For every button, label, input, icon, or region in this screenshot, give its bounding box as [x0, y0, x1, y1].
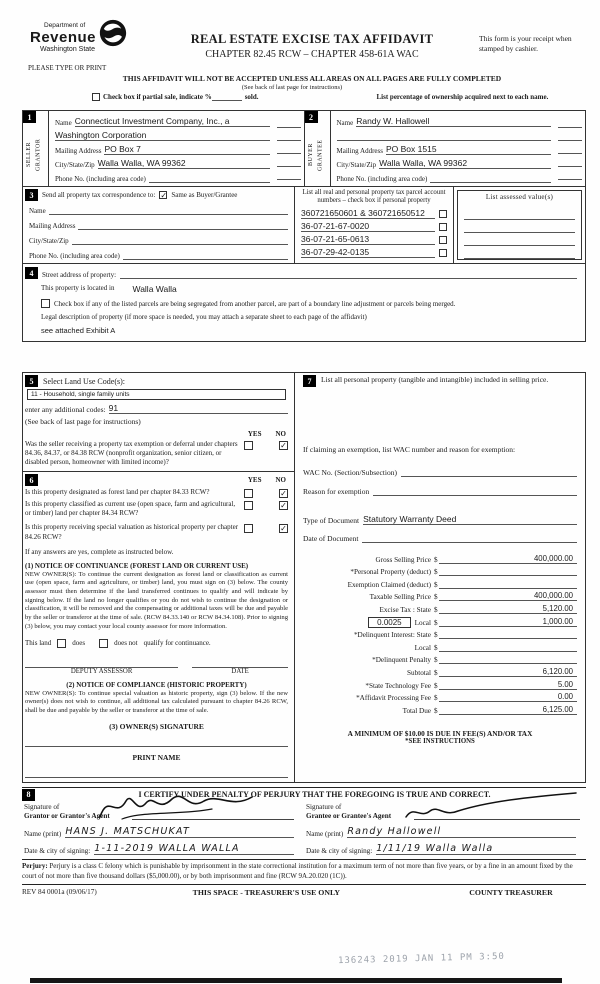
document-type-label: Type of Document [303, 516, 360, 525]
deputy-assessor-label: DEPUTY ASSESSOR [70, 667, 133, 675]
buyer-name-field-line2[interactable] [337, 140, 552, 141]
does-label: does [72, 639, 86, 648]
grantee-date-city-field[interactable]: 1/11/19 Walla Walla [376, 843, 576, 855]
table-row [303, 639, 577, 652]
section-8-number: 8 [22, 789, 35, 801]
grantor-sig-label2: Grantor or Grantor's Agent [24, 812, 110, 821]
seller-mailing-label: Mailing Address [55, 147, 102, 155]
exemption-yes-checkbox[interactable] [244, 441, 253, 450]
seller-name-field-line2[interactable]: Washington Corporation [55, 130, 270, 141]
partial-sale-checkbox[interactable] [92, 93, 100, 101]
section-7-number: 7 [303, 375, 316, 387]
corr-name-label: Name [29, 207, 46, 215]
table-row [303, 627, 577, 640]
classification-section [22, 472, 294, 782]
table-row [301, 206, 447, 219]
deputy-date-field[interactable] [192, 658, 288, 668]
dor-logo-line3: Washington State [40, 46, 95, 53]
assessed-values-section [457, 190, 582, 260]
buyer-city-field[interactable]: Walla Walla, WA 99362 [379, 158, 551, 169]
seller-city-field[interactable]: Walla Walla, WA 99362 [98, 158, 270, 169]
additional-codes-field[interactable]: 91 [109, 403, 288, 414]
table-row [303, 589, 577, 602]
parcel-personal-checkbox[interactable] [439, 223, 447, 231]
perjury-notice [22, 859, 586, 885]
tax-correspondence-section [23, 187, 295, 263]
forest-yes-checkbox[interactable] [244, 489, 253, 498]
money-label: Taxable Selling Price [369, 593, 431, 602]
certification-section [22, 787, 586, 856]
forest-land-question: Is this property designated as forest land per chapter 84.33 RCW? [25, 488, 210, 497]
wac-number-field[interactable] [401, 476, 577, 477]
table-row [303, 690, 577, 703]
money-label: Local [414, 643, 431, 652]
located-in-label: This property is located in [41, 284, 115, 292]
form-footer [22, 888, 586, 897]
table-row [303, 601, 577, 614]
property-location-section [22, 264, 586, 342]
owners-signature-label: (3) OWNER(S) SIGNATURE [109, 721, 204, 731]
money-label: Gross Selling Price [375, 555, 431, 564]
seller-mailing-field[interactable]: PO Box 7 [104, 144, 269, 155]
corr-mailing-field[interactable] [78, 229, 288, 230]
form-header [22, 22, 586, 110]
money-label: Exemption Claimed (deduct) [347, 580, 431, 589]
exemption-claim-label: If claiming an exemption, list WAC number and reason for exemption: [303, 445, 516, 454]
local-rate-box[interactable]: 0.0025 [368, 617, 410, 628]
dor-logo-line1: Department of [44, 22, 86, 29]
parcel-list-header: List all real and personal property tax parcel account numbers – check box if personal property [302, 189, 446, 205]
dollar-sign: $ [434, 618, 438, 627]
document-date-label: Date of Document [303, 534, 359, 543]
affidavit-processing-fee-field[interactable]: 0.00 [439, 692, 577, 702]
buyer-ownership-percent-column [555, 111, 585, 186]
money-label: *Personal Property (deduct) [350, 568, 431, 577]
assessed-value-field[interactable] [464, 233, 575, 246]
table-row [301, 232, 447, 245]
seller-phone-label: Phone No. (including area code) [55, 175, 146, 183]
buyer-name-label: Name [336, 119, 354, 127]
grantee-print-name-field[interactable]: Randy Hallowell [347, 826, 576, 838]
section-3-number: 3 [25, 189, 38, 201]
buyer-mailing-field[interactable]: PO Box 1515 [386, 144, 551, 155]
historic-question: Is this property receiving special valuation as historical property per chapter 84.26 RCW? [25, 523, 239, 541]
personal-property-section [294, 372, 586, 783]
parcel-personal-checkbox[interactable] [439, 249, 447, 257]
no-header: NO [275, 430, 286, 438]
dollar-sign: $ [434, 694, 438, 703]
print-name-label: PRINT NAME [132, 752, 181, 762]
dollar-sign: $ [434, 593, 438, 602]
taxable-selling-price-field[interactable]: 400,000.00 [439, 591, 577, 601]
money-label: *State Technology Fee [365, 681, 431, 690]
segregated-label: Check box if any of the listed parcels are being segregated from another parcel, are part of a boundary line adjustment or parcels being merged. [54, 299, 456, 308]
seller-section [23, 111, 305, 186]
assessed-value-field[interactable] [464, 220, 575, 233]
does-not-label: does not [114, 639, 138, 648]
perjury-text: Perjury is a class C felony which is punishable by imprisonment in the state correctional institution for a maximum term of not more than five years, or by a fine in an amount fixed by the court of not more than five thousand dollars ($5,000.00), or by both imprisonment and fine (RCW 9A.20.020 (1C)). [22, 862, 573, 880]
same-as-buyer-label: Same as Buyer/Grantee [171, 191, 238, 199]
partial-sale-label: Check box if partial sale, indicate % [103, 93, 212, 101]
grantor-print-label: Name (print) [24, 830, 62, 839]
dollar-sign: $ [434, 555, 438, 564]
perjury-bold: Perjury: [22, 862, 48, 871]
section-5-number: 5 [25, 375, 38, 387]
buyer-percent-field[interactable] [558, 141, 582, 154]
grantor-sig-label1: Signature of [24, 802, 60, 811]
seller-percent-field[interactable] [277, 167, 301, 180]
total-due-field[interactable]: 6,125.00 [439, 705, 577, 715]
treasurer-space-label: THIS SPACE - TREASURER'S USE ONLY [192, 888, 341, 898]
send-correspondence-label: Send all property tax correspondence to: [42, 191, 156, 199]
owner-signature-field[interactable] [25, 735, 288, 747]
seller-phone-field[interactable] [149, 182, 270, 183]
if-yes-note: If any answers are yes, complete as instructed below. [25, 547, 174, 556]
current-use-question: Is this property classified as current use (open space, farm and agricultural, or timber) land per chapter 84.34 RCW? [25, 500, 236, 518]
minimum-fee-note: A MINIMUM OF $10.00 IS DUE IN FEE(S) AND/OR TAX [347, 728, 533, 738]
parcel-number-field[interactable]: 36-07-21-65-0613 [301, 234, 435, 245]
parcel-numbers-section [295, 187, 454, 263]
table-row [303, 576, 577, 589]
state-technology-fee-field[interactable]: 5.00 [439, 680, 577, 690]
grantor-signature-block [22, 803, 304, 856]
located-in-value[interactable]: Walla Walla [132, 284, 177, 294]
grantor-print-name-field[interactable]: HANS J. MATSCHUKAT [65, 826, 294, 838]
wac-number-label: WAC No. (Section/Subsection) [303, 468, 397, 477]
assessed-values-header: List assessed value(s) [485, 193, 554, 201]
street-address-field[interactable] [120, 278, 577, 279]
exemption-question: Was the seller receiving a property tax exemption or deferral under chapters 84.36, 84.37, or 84.38 RCW (nonprofit organization, senior citizen, or disabled person, homeowner with limited income)? [25, 440, 238, 467]
county-treasurer-label: COUNTY TREASURER [469, 888, 553, 898]
legal-description-value[interactable]: see attached Exhibit A [41, 326, 116, 335]
dollar-sign: $ [434, 706, 438, 715]
corr-phone-field[interactable] [123, 259, 288, 260]
corr-city-label: City/State/Zip [29, 237, 69, 245]
grantor-signature-field[interactable] [132, 819, 294, 820]
does-not-checkbox[interactable] [99, 639, 108, 648]
scan-artifact-bar [30, 978, 562, 983]
table-row [301, 219, 447, 232]
exemption-reason-field[interactable] [373, 495, 577, 496]
parcel-number-field[interactable]: 360721650601 & 360721650512 [301, 208, 435, 219]
buyer-phone-field[interactable] [430, 182, 551, 183]
exemption-claimed-field[interactable] [439, 588, 577, 589]
buyer-percent-field[interactable] [558, 154, 582, 167]
land-use-label: Select Land Use Code(s): [43, 376, 125, 386]
notice-compliance-title: (2) NOTICE OF COMPLIANCE (HISTORIC PROPERTY) [66, 680, 247, 689]
assessed-value-field[interactable] [464, 246, 575, 259]
this-land-label: This land [25, 639, 52, 648]
table-row [303, 614, 577, 627]
excise-tax-calculation [303, 551, 577, 715]
ownership-note: List percentage of ownership acquired next to each name. [376, 93, 549, 101]
document-type-field[interactable]: Statutory Warranty Deed [363, 514, 577, 525]
money-label: *Delinquent Interest: State [353, 631, 431, 640]
grantor-date-label: Date & city of signing: [24, 847, 91, 856]
grantee-sig-label2: Grantee or Grantee's Agent [306, 812, 392, 821]
buyer-grantee-side-label: BUYER GRANTEE [307, 139, 324, 171]
corr-city-field[interactable] [72, 244, 288, 245]
land-use-select[interactable]: 11 - Household, single family units [27, 389, 286, 400]
see-back-note: (See back of last page for instructions) [241, 84, 343, 91]
grantee-date-label: Date & city of signing: [306, 847, 373, 856]
excise-tax-local-field[interactable]: 1,000.00 [439, 617, 577, 627]
seller-percent-field[interactable] [277, 128, 301, 141]
land-use-section [22, 372, 294, 472]
table-row [303, 664, 577, 677]
section-4-number: 4 [25, 267, 38, 279]
table-row [303, 677, 577, 690]
dor-logo [30, 22, 96, 53]
treasurer-date-stamp: 136243 2019 JAN 11 PM 3:50 [338, 951, 506, 967]
table-row [303, 702, 577, 715]
dollar-sign: $ [434, 605, 438, 614]
qualify-label: qualify for continuance. [143, 639, 211, 648]
additional-codes-label: enter any additional codes: [25, 405, 106, 414]
subtotal-field[interactable]: 6,120.00 [439, 667, 577, 677]
segregated-checkbox[interactable] [41, 299, 50, 308]
gross-selling-price-field[interactable]: 400,000.00 [439, 554, 577, 564]
see-instructions-note: *SEE INSTRUCTIONS [405, 737, 475, 745]
notice-compliance-body: NEW OWNER(S): To continue special valuation as historic property, sign (3) below. If the new owner(s) does not wish to continue, all additional tax calculated pursuant to chapter 84.26 RCW, shall be due and payable by the seller or transferor at the time of sale. [25, 689, 288, 714]
corr-name-field[interactable] [49, 214, 288, 215]
exemption-reason-label: Reason for exemption [303, 487, 370, 496]
deputy-assessor-signature-field[interactable] [25, 658, 178, 668]
exemption-no-checkbox[interactable]: ✓ [280, 441, 287, 450]
dor-logo-line2: Revenue [30, 29, 97, 46]
dollar-sign: $ [434, 631, 438, 640]
receipt-note: This form is your receipt when stamped by cashier. [479, 34, 572, 54]
rev-number: REV 84 0001a (09/06/17) [22, 888, 97, 897]
parcel-number-field[interactable]: 36-07-29-42-0135 [301, 247, 435, 258]
corr-phone-label: Phone No. (including area code) [29, 252, 120, 260]
buyer-city-label: City/State/Zip [336, 161, 377, 169]
grantee-signature-block [304, 803, 586, 856]
dollar-sign: $ [434, 643, 438, 652]
buyer-percent-field[interactable] [558, 128, 582, 141]
does-checkbox[interactable] [57, 639, 66, 648]
form-subtitle: CHAPTER 82.45 RCW – CHAPTER 458-61A WAC [205, 49, 419, 60]
please-type-print-label: PLEASE TYPE OR PRINT [28, 64, 107, 72]
seller-percent-field[interactable] [277, 154, 301, 167]
dollar-sign: $ [434, 580, 438, 589]
money-label: *Affidavit Processing Fee [356, 694, 431, 703]
grantee-sig-label1: Signature of [306, 802, 342, 811]
buyer-percent-field[interactable] [558, 167, 582, 180]
partial-sale-percent-field[interactable] [212, 93, 242, 101]
completion-warning: THIS AFFIDAVIT WILL NOT BE ACCEPTED UNLESS ALL AREAS ON ALL PAGES ARE FULLY COMPLETED [122, 74, 502, 83]
current-use-yes-checkbox[interactable] [244, 501, 253, 510]
delinquent-interest-state-field[interactable] [439, 638, 577, 639]
seller-ownership-percent-column [274, 111, 304, 186]
dollar-sign: $ [434, 668, 438, 677]
grantor-date-city-field[interactable]: 1-11-2019 WALLA WALLA [94, 843, 294, 855]
buyer-name-field[interactable]: Randy W. Hallowell [356, 116, 551, 127]
legal-description-label: Legal description of property (if more space is needed, you may attach a separate sheet to each page of the affidavit) [41, 313, 367, 321]
parties-row [22, 110, 586, 186]
form-title: REAL ESTATE EXCISE TAX AFFIDAVIT [190, 32, 434, 46]
see-back-instructions: (See back of last page for instructions) [25, 417, 141, 426]
seller-grantor-side-label: SELLER GRANTOR [26, 138, 42, 172]
section-6-number: 6 [25, 474, 38, 486]
buyer-phone-label: Phone No. (including area code) [336, 175, 428, 183]
money-label: Subtotal [407, 668, 431, 677]
historic-no-checkbox[interactable]: ✓ [280, 524, 287, 534]
yes-header: YES [247, 430, 262, 438]
money-label: Local [414, 618, 431, 627]
document-date-field[interactable] [362, 542, 577, 543]
forest-no-checkbox[interactable]: ✓ [280, 489, 287, 499]
current-use-no-checkbox[interactable]: ✓ [280, 501, 287, 511]
table-row [303, 652, 577, 665]
excise-tax-state-field[interactable]: 5,120.00 [439, 604, 577, 614]
seller-percent-field[interactable] [277, 115, 301, 128]
buyer-percent-field[interactable] [558, 115, 582, 128]
table-row [301, 245, 447, 258]
street-address-label: Street address of property: [42, 271, 117, 279]
delinquent-interest-local-field[interactable] [439, 651, 577, 652]
certify-statement: I CERTIFY UNDER PENALTY OF PERJURY THAT THE FOREGOING IS TRUE AND CORRECT. [138, 790, 491, 800]
table-row [303, 564, 577, 577]
historic-yes-checkbox[interactable] [244, 524, 253, 533]
notice-continuance-body: NEW OWNER(S): To continue the current designation as forest land or classification as current use (open space, farm and agriculture, or timber) land, you must sign on (3) below. The county assessor must then determine if the land transferred continues to qualify and will indicate by signing below. If the land no longer qualifies or you do not wish to continue the designation or classification, it will be removed and the compensating or additional taxes will be due and payable by the seller or transferor at the time of sale. (RCW 84.33.140 or RCW 84.34.108). Prior to signing (3) below, you may contact your local county assessor for more information. [25, 570, 288, 630]
delinquent-penalty-field[interactable] [439, 663, 577, 664]
correspondence-parcels-row [22, 186, 586, 264]
no-header: NO [275, 476, 286, 485]
sold-label: sold. [244, 93, 259, 101]
yes-header: YES [247, 476, 262, 485]
seller-percent-field[interactable] [277, 141, 301, 154]
corr-mailing-label: Mailing Address [29, 222, 76, 230]
section-2-number: 2 [305, 111, 318, 123]
date-label: DATE [231, 667, 249, 675]
grantee-print-label: Name (print) [306, 830, 344, 839]
money-label: Excise Tax : State [379, 605, 431, 614]
seller-city-label: City/State/Zip [55, 161, 95, 169]
table-row [303, 551, 577, 564]
assessed-value-field[interactable] [464, 207, 575, 220]
revenue-swirl-icon [98, 18, 128, 48]
grantee-signature-field[interactable] [414, 819, 580, 820]
seller-name-field[interactable]: Connecticut Investment Company, Inc., a [75, 116, 270, 127]
personal-property-deduct-field[interactable] [439, 575, 577, 576]
buyer-mailing-label: Mailing Address [336, 147, 383, 155]
personal-property-label: List all personal property (tangible and intangible) included in selling price. [321, 375, 549, 384]
parcel-personal-checkbox[interactable] [439, 210, 447, 218]
seller-name-label: Name [55, 119, 72, 127]
money-label: *Delinquent Penalty [372, 656, 431, 665]
parcel-personal-checkbox[interactable] [439, 236, 447, 244]
parcel-number-field[interactable]: 36-07-21-67-0020 [301, 221, 435, 232]
dollar-sign: $ [434, 681, 438, 690]
dollar-sign: $ [434, 568, 438, 577]
dollar-sign: $ [434, 656, 438, 665]
buyer-section [305, 111, 586, 186]
notice-continuance-title: (1) NOTICE OF CONTINUANCE (FOREST LAND OR CURRENT USE) [25, 561, 249, 570]
same-as-buyer-checkbox[interactable]: ✓ [160, 191, 168, 200]
money-label: Total Due [402, 706, 431, 715]
owner-print-name-field[interactable] [25, 766, 288, 778]
section-1-number: 1 [23, 111, 36, 123]
